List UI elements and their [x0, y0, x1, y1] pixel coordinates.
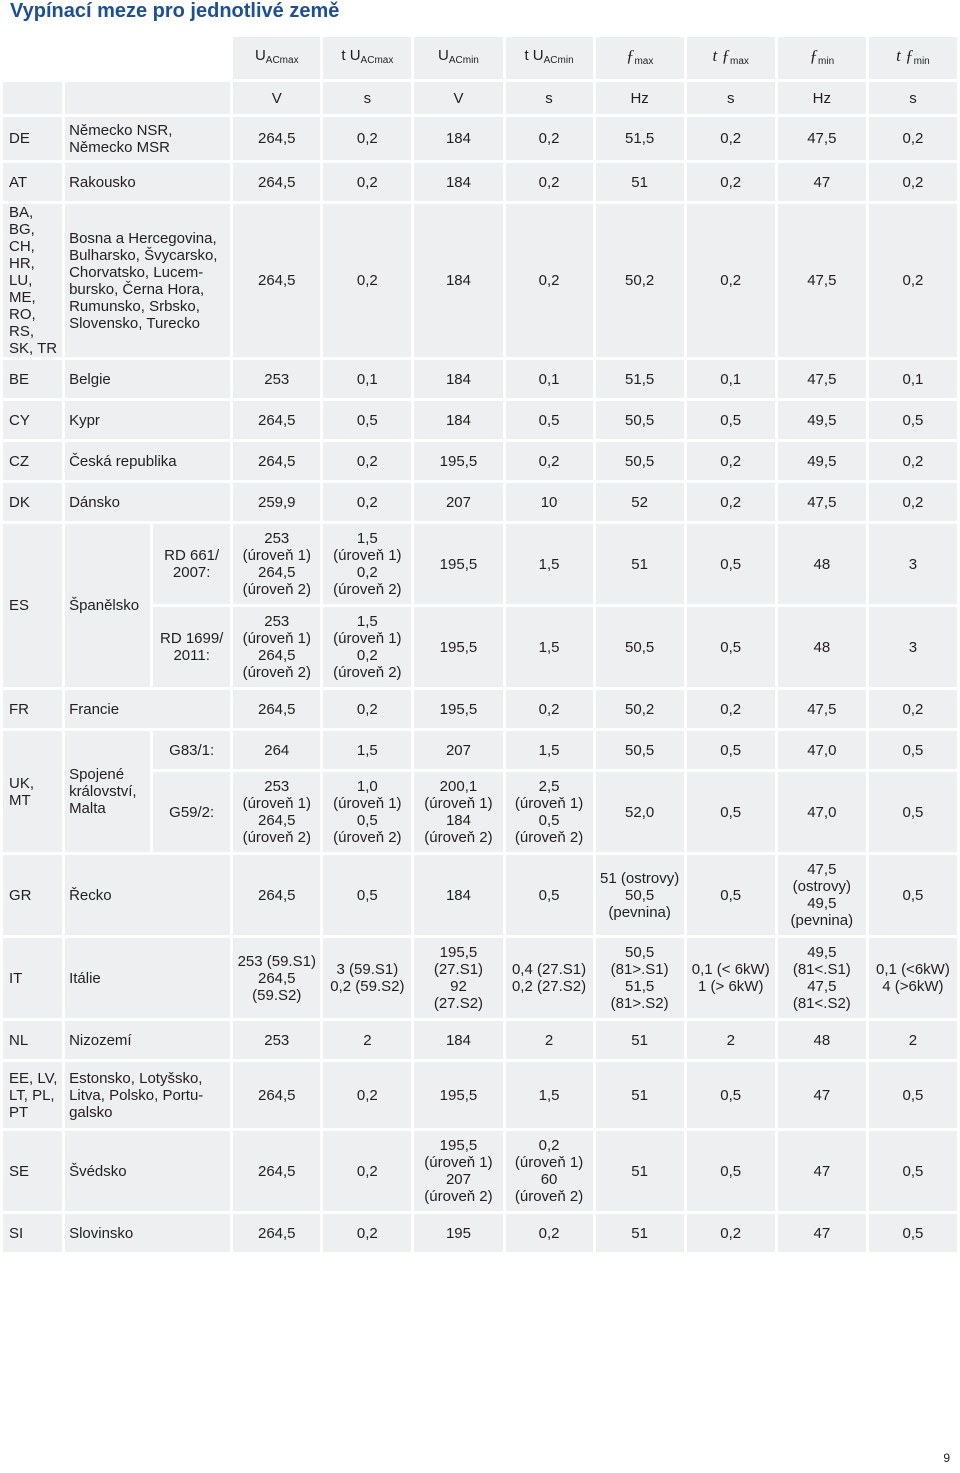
value-cell: 264,5	[233, 1131, 320, 1211]
value-cell: 51	[596, 1214, 684, 1252]
value-cell: 0,2	[323, 1062, 411, 1128]
value-cell: 0,5	[687, 731, 775, 769]
value-cell: 48	[778, 1021, 866, 1059]
trip-limits-table	[0, 34, 960, 1255]
column-header-subscript: ACmax	[360, 55, 394, 66]
value-cell: 0,2 (úroveň 1) 60 (úroveň 2)	[506, 1131, 593, 1211]
column-header-main: t U	[341, 47, 361, 64]
table-row	[3, 690, 957, 728]
value-cell: 0,1	[869, 360, 957, 398]
country-code: EE, LV, LT, PL, PT	[3, 1062, 62, 1128]
value-cell: 2	[506, 1021, 593, 1059]
value-cell: 52,0	[596, 772, 684, 852]
value-cell: 3 (59.S1) 0,2 (59.S2)	[323, 938, 411, 1018]
column-header-main: U	[254, 47, 266, 64]
table-row	[3, 1131, 957, 1211]
country-code: NL	[3, 1021, 62, 1059]
value-cell: 195,5	[414, 1062, 502, 1128]
value-cell: 0,2	[687, 1214, 775, 1252]
value-cell: 195	[414, 1214, 502, 1252]
value-cell: 51,5	[596, 117, 684, 160]
value-cell: 0,2	[506, 690, 593, 728]
value-cell: 0,5	[687, 855, 775, 935]
value-cell: 2	[687, 1021, 775, 1059]
value-cell: 264,5	[233, 442, 320, 480]
column-header-subscript: max	[634, 55, 654, 67]
value-cell: 0,5	[323, 401, 411, 439]
value-cell: 0,1	[506, 360, 593, 398]
value-cell: 207	[414, 731, 502, 769]
value-cell: 264,5	[233, 163, 320, 201]
value-cell: 184	[414, 401, 502, 439]
country-name: Francie	[65, 690, 230, 728]
column-header-subscript: ACmin	[448, 55, 479, 66]
value-cell: 0,2	[687, 483, 775, 521]
country-code: BE	[3, 360, 62, 398]
value-cell: 264,5	[233, 1062, 320, 1128]
header-blank	[65, 37, 230, 79]
value-cell: 253 (úroveň 1) 264,5 (úroveň 2)	[233, 772, 320, 852]
value-cell: 47	[778, 1214, 866, 1252]
value-cell: 195,5 (27.S1) 92 (27.S2)	[414, 938, 502, 1018]
value-cell: 50,2	[596, 204, 684, 357]
value-cell: 0,5	[869, 1131, 957, 1211]
table-row	[3, 204, 957, 357]
page-number: 9	[943, 1451, 950, 1465]
value-cell: 0,2	[323, 1214, 411, 1252]
value-cell: 264,5	[233, 690, 320, 728]
regulation-label: RD 661/ 2007:	[153, 524, 230, 604]
value-cell: 0,2	[687, 117, 775, 160]
value-cell: 0,2	[869, 163, 957, 201]
unit-label: Hz	[778, 82, 866, 114]
value-cell: 51	[596, 1021, 684, 1059]
value-cell: 0,2	[687, 163, 775, 201]
table-row	[3, 1062, 957, 1128]
column-header-main: U	[438, 47, 449, 64]
value-cell: 2,5 (úroveň 1) 0,5 (úroveň 2)	[506, 772, 593, 852]
country-code: CY	[3, 401, 62, 439]
value-cell: 2	[323, 1021, 411, 1059]
value-cell: 1,5	[323, 731, 411, 769]
country-code: ES	[3, 524, 62, 687]
country-name: Belgie	[65, 360, 230, 398]
regulation-label: RD 1699/ 2011:	[153, 607, 230, 687]
value-cell: 0,5	[869, 772, 957, 852]
value-cell: 47,5	[778, 690, 866, 728]
value-cell: 0,2	[506, 1214, 593, 1252]
value-cell: 0,5	[506, 855, 593, 935]
value-cell: 2	[869, 1021, 957, 1059]
table-row	[3, 163, 957, 201]
value-cell: 0,2	[323, 1131, 411, 1211]
value-cell: 0,2	[869, 690, 957, 728]
unit-label: s	[869, 82, 957, 114]
country-name: Španělsko	[65, 524, 150, 687]
value-cell: 207	[414, 483, 502, 521]
value-cell: 0,2	[869, 117, 957, 160]
unit-label: s	[506, 82, 593, 114]
value-cell: 47,5	[778, 483, 866, 521]
country-name: Bosna a Hercegovina, Bulharsko, Švycarsko, Chorvatsko, Lucem- bursko, Černa Hora, Rumunsko, Srbsko, Slovensko, Turecko	[65, 204, 230, 357]
value-cell: 1,5 (úroveň 1) 0,2 (úroveň 2)	[323, 607, 411, 687]
unit-label: Hz	[596, 82, 684, 114]
value-cell: 1,5 (úroveň 1) 0,2 (úroveň 2)	[323, 524, 411, 604]
value-cell: 0,2	[687, 442, 775, 480]
table-row	[3, 442, 957, 480]
value-cell: 0,2	[869, 204, 957, 357]
column-header	[233, 37, 320, 79]
regulation-label: G59/2:	[153, 772, 230, 852]
column-header-subscript: min	[818, 55, 835, 67]
country-code: DE	[3, 117, 62, 160]
value-cell: 10	[506, 483, 593, 521]
value-cell: 264,5	[233, 1214, 320, 1252]
value-cell: 0,2	[323, 442, 411, 480]
value-cell: 0,5	[323, 855, 411, 935]
column-header-main: t ƒ	[712, 45, 731, 65]
unit-label: V	[233, 82, 320, 114]
value-cell: 195,5	[414, 690, 502, 728]
value-cell: 253	[233, 1021, 320, 1059]
value-cell: 51	[596, 163, 684, 201]
value-cell: 264,5	[233, 204, 320, 357]
value-cell: 253	[233, 360, 320, 398]
column-header-subscript: ACmax	[265, 55, 299, 66]
value-cell: 253 (úroveň 1) 264,5 (úroveň 2)	[233, 607, 320, 687]
value-cell: 200,1 (úroveň 1) 184 (úroveň 2)	[414, 772, 502, 852]
table-row	[3, 1021, 957, 1059]
value-cell: 0,2	[323, 690, 411, 728]
value-cell: 47,5	[778, 204, 866, 357]
column-header	[869, 37, 957, 79]
value-cell: 0,5	[869, 855, 957, 935]
value-cell: 0,5	[687, 524, 775, 604]
value-cell: 184	[414, 1021, 502, 1059]
country-name: Nizozemí	[65, 1021, 230, 1059]
value-cell: 47	[778, 1131, 866, 1211]
value-cell: 264	[233, 731, 320, 769]
column-header-main: ƒ	[625, 45, 635, 65]
table-row	[3, 855, 957, 935]
value-cell: 0,5	[687, 1062, 775, 1128]
header-blank	[3, 37, 62, 79]
value-cell: 195,5	[414, 524, 502, 604]
country-code: SE	[3, 1131, 62, 1211]
country-name: Rakousko	[65, 163, 230, 201]
value-cell: 50,5	[596, 607, 684, 687]
column-header-subscript: min	[913, 55, 930, 67]
country-name: Kypr	[65, 401, 230, 439]
country-code: DK	[3, 483, 62, 521]
value-cell: 1,5	[506, 1062, 593, 1128]
column-header	[323, 37, 411, 79]
value-cell: 264,5	[233, 117, 320, 160]
unit-label: s	[687, 82, 775, 114]
value-cell: 1,5	[506, 524, 593, 604]
unit-label: V	[414, 82, 502, 114]
country-code: CZ	[3, 442, 62, 480]
value-cell: 50,2	[596, 690, 684, 728]
table-row	[3, 938, 957, 1018]
regulation-label: G83/1:	[153, 731, 230, 769]
country-name: Spojené království, Malta	[65, 731, 150, 852]
country-name: Německo NSR, Německo MSR	[65, 117, 230, 160]
value-cell: 0,5	[869, 731, 957, 769]
value-cell: 0,2	[506, 163, 593, 201]
value-cell: 1,0 (úroveň 1) 0,5 (úroveň 2)	[323, 772, 411, 852]
value-cell: 1,5	[506, 731, 593, 769]
value-cell: 51	[596, 1131, 684, 1211]
value-cell: 47	[778, 163, 866, 201]
value-cell: 195,5	[414, 607, 502, 687]
table-row	[3, 1214, 957, 1252]
value-cell: 0,2	[869, 442, 957, 480]
value-cell: 51	[596, 524, 684, 604]
value-cell: 184	[414, 855, 502, 935]
value-cell: 264,5	[233, 401, 320, 439]
table-row	[3, 360, 957, 398]
value-cell: 0,5	[869, 401, 957, 439]
value-cell: 0,2	[687, 204, 775, 357]
country-name: Dánsko	[65, 483, 230, 521]
units-blank	[3, 82, 62, 114]
table-row	[3, 483, 957, 521]
country-name: Řecko	[65, 855, 230, 935]
value-cell: 195,5 (úroveň 1) 207 (úroveň 2)	[414, 1131, 502, 1211]
value-cell: 184	[414, 360, 502, 398]
value-cell: 47,5 (ostrovy) 49,5 (pevnina)	[778, 855, 866, 935]
value-cell: 49,5	[778, 442, 866, 480]
value-cell: 47	[778, 1062, 866, 1128]
value-cell: 259,9	[233, 483, 320, 521]
country-name: Česká republika	[65, 442, 230, 480]
table-row	[3, 82, 957, 114]
value-cell: 1,5	[506, 607, 593, 687]
value-cell: 0,2	[687, 690, 775, 728]
country-name: Estonsko, Lotyšsko, Litva, Polsko, Portu- galsko	[65, 1062, 230, 1128]
value-cell: 3	[869, 607, 957, 687]
value-cell: 51,5	[596, 360, 684, 398]
country-name: Slovinsko	[65, 1214, 230, 1252]
table-row	[3, 524, 957, 604]
country-code: SI	[3, 1214, 62, 1252]
value-cell: 184	[414, 204, 502, 357]
value-cell: 0,2	[506, 117, 593, 160]
value-cell: 253 (úroveň 1) 264,5 (úroveň 2)	[233, 524, 320, 604]
table-row	[3, 37, 957, 79]
value-cell: 0,2	[323, 117, 411, 160]
value-cell: 49,5 (81<.S1) 47,5 (81<.S2)	[778, 938, 866, 1018]
value-cell: 0,5	[869, 1062, 957, 1128]
column-header	[414, 37, 502, 79]
value-cell: 50,5 (81>.S1) 51,5 (81>.S2)	[596, 938, 684, 1018]
value-cell: 0,1 (< 6kW) 1 (> 6kW)	[687, 938, 775, 1018]
column-header	[687, 37, 775, 79]
table-row	[3, 117, 957, 160]
value-cell: 0,5	[687, 401, 775, 439]
column-header	[506, 37, 593, 79]
value-cell: 0,5	[687, 772, 775, 852]
table-row	[3, 401, 957, 439]
value-cell: 50,5	[596, 731, 684, 769]
value-cell: 3	[869, 524, 957, 604]
page-title: Vypínací meze pro jednotlivé země	[10, 0, 340, 22]
column-header-main: t ƒ	[896, 45, 914, 65]
country-name: Itálie	[65, 938, 230, 1018]
value-cell: 253 (59.S1) 264,5 (59.S2)	[233, 938, 320, 1018]
value-cell: 47,0	[778, 772, 866, 852]
value-cell: 0,2	[323, 483, 411, 521]
column-header-main: ƒ	[809, 45, 819, 65]
country-code: AT	[3, 163, 62, 201]
value-cell: 47,5	[778, 360, 866, 398]
column-header	[596, 37, 684, 79]
country-code: IT	[3, 938, 62, 1018]
value-cell: 195,5	[414, 442, 502, 480]
value-cell: 0,2	[323, 204, 411, 357]
value-cell: 47,5	[778, 117, 866, 160]
units-blank	[65, 82, 230, 114]
value-cell: 0,1	[323, 360, 411, 398]
value-cell: 0,5	[687, 607, 775, 687]
value-cell: 49,5	[778, 401, 866, 439]
table-row	[3, 731, 957, 769]
value-cell: 184	[414, 163, 502, 201]
value-cell: 51 (ostrovy) 50,5 (pevnina)	[596, 855, 684, 935]
column-header-subscript: ACmin	[543, 55, 574, 66]
unit-label: s	[323, 82, 411, 114]
value-cell: 48	[778, 607, 866, 687]
column-header-main: t U	[524, 47, 544, 64]
value-cell: 0,2	[506, 204, 593, 357]
value-cell: 0,4 (27.S1) 0,2 (27.S2)	[506, 938, 593, 1018]
value-cell: 0,1	[687, 360, 775, 398]
value-cell: 48	[778, 524, 866, 604]
value-cell: 0,5	[869, 1214, 957, 1252]
country-code: GR	[3, 855, 62, 935]
value-cell: 47,0	[778, 731, 866, 769]
value-cell: 0,2	[869, 483, 957, 521]
value-cell: 0,2	[506, 442, 593, 480]
value-cell: 0,5	[506, 401, 593, 439]
value-cell: 0,5	[687, 1131, 775, 1211]
column-header-subscript: max	[730, 55, 749, 67]
country-code: UK, MT	[3, 731, 62, 852]
value-cell: 0,1 (<6kW) 4 (>6kW)	[869, 938, 957, 1018]
column-header	[778, 37, 866, 79]
country-name: Švédsko	[65, 1131, 230, 1211]
value-cell: 50,5	[596, 401, 684, 439]
value-cell: 264,5	[233, 855, 320, 935]
country-code: BA, BG, CH, HR, LU, ME, RO, RS, SK, TR	[3, 204, 62, 357]
value-cell: 50,5	[596, 442, 684, 480]
value-cell: 51	[596, 1062, 684, 1128]
country-code: FR	[3, 690, 62, 728]
value-cell: 0,2	[323, 163, 411, 201]
value-cell: 52	[596, 483, 684, 521]
value-cell: 184	[414, 117, 502, 160]
